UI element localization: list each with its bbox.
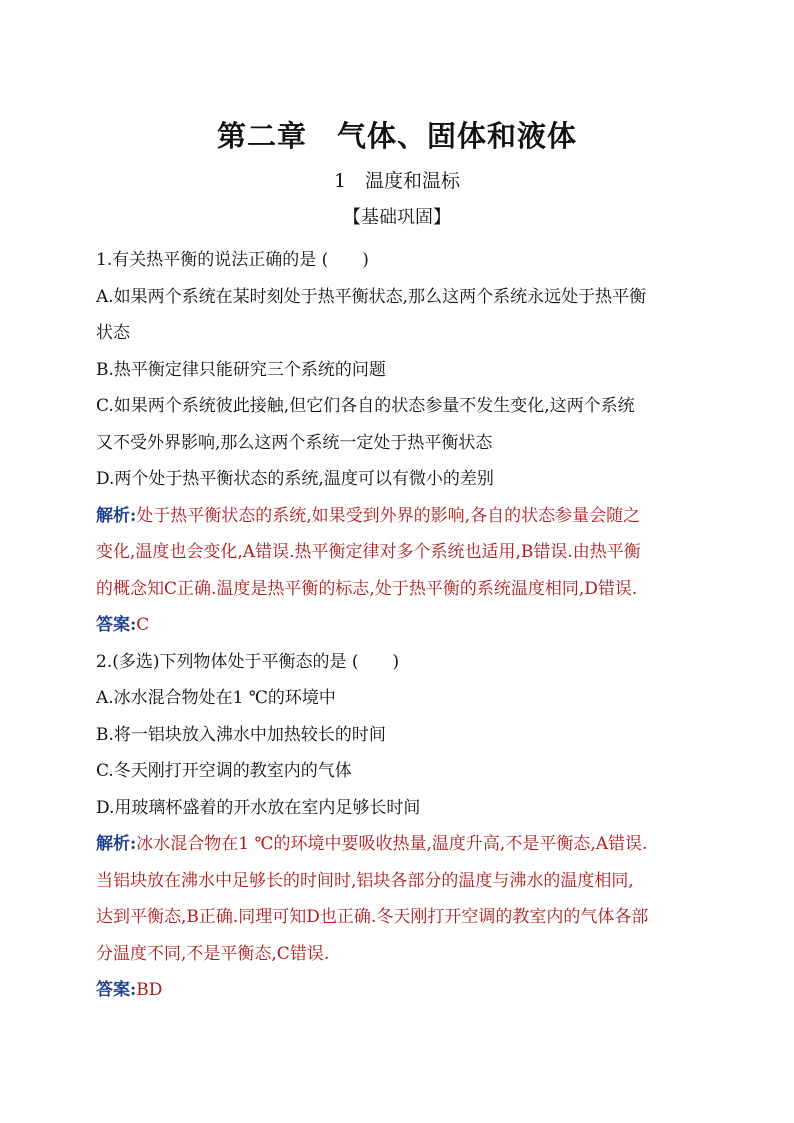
q1-stem: 1.有关热平衡的说法正确的是 ( ) — [96, 250, 369, 270]
section-title: 1 温度和温标 — [333, 170, 461, 192]
q1-option-a-line2: 状态 — [96, 323, 130, 343]
q2-analysis-line3: 达到平衡态,B正确.同理可知D也正确.冬天刚打开空调的教室内的气体各部 — [96, 907, 649, 927]
q2-option-a: A.冰水混合物处在1 ℃的环境中 — [96, 688, 336, 708]
questions-body — [96, 242, 706, 1009]
q1-analysis-line3: 的概念知C正确.温度是热平衡的标志,处于热平衡的系统温度相同,D错误. — [96, 578, 638, 599]
q2-analysis-text1: 冰水混合物在1 ℃的环境中要吸收热量,温度升高,不是平衡态,A错误. — [136, 834, 648, 854]
q1-option-c-line2: 又不受外界影响,那么这两个系统一定处于热平衡状态 — [96, 432, 493, 453]
q1-analysis-line2: 变化,温度也会变化,A错误.热平衡定律对多个系统也适用,B错误.由热平衡 — [96, 542, 641, 562]
q2-analysis-line1 — [96, 826, 706, 863]
q1-analysis-text1: 处于热平衡状态的系统,如果受到外界的影响,各自的状态参量会随之 — [136, 505, 641, 526]
q2-analysis-line4: 分温度不同,不是平衡态,C错误. — [96, 943, 330, 964]
q2-stem: 2.(多选)下列物体处于平衡态的是 ( ) — [96, 651, 400, 672]
q2-analysis-label: 解析: — [96, 834, 137, 854]
q2-option-b: B.将一铝块放入沸水中加热较长的时间 — [96, 724, 386, 745]
q1-option-a-line1: A.如果两个系统在某时刻处于热平衡状态,那么这两个系统永远处于热平衡 — [96, 286, 647, 307]
q2-answer-value: BD — [136, 980, 163, 1000]
chapter-title: 第二章 气体、固体和液体 — [216, 119, 577, 153]
q1-option-c-line1: C.如果两个系统彼此接触,但它们各自的状态参量不发生变化,这两个系统 — [96, 396, 635, 416]
q1-analysis-label: 解析: — [96, 505, 137, 526]
q1-option-b: B.热平衡定律只能研究三个系统的问题 — [96, 359, 386, 380]
q2-answer-line — [96, 972, 706, 1009]
q1-answer-label: 答案: — [96, 615, 137, 635]
q2-option-c: C.冬天刚打开空调的教室内的气体 — [96, 761, 352, 781]
section-subhead: 【基础巩固】 — [343, 207, 451, 228]
q1-answer-line — [96, 607, 706, 644]
q1-option-d: D.两个处于热平衡状态的系统,温度可以有微小的差别 — [96, 469, 494, 489]
q2-analysis-line2: 当铝块放在沸水中足够长的时间时,铝块各部分的温度与沸水的温度相同, — [96, 870, 634, 891]
q2-option-d: D.用玻璃杯盛着的开水放在室内足够长时间 — [96, 797, 421, 818]
q2-answer-label: 答案: — [96, 980, 137, 1000]
q1-analysis-line1 — [96, 498, 706, 535]
q1-answer-value: C — [136, 615, 150, 635]
